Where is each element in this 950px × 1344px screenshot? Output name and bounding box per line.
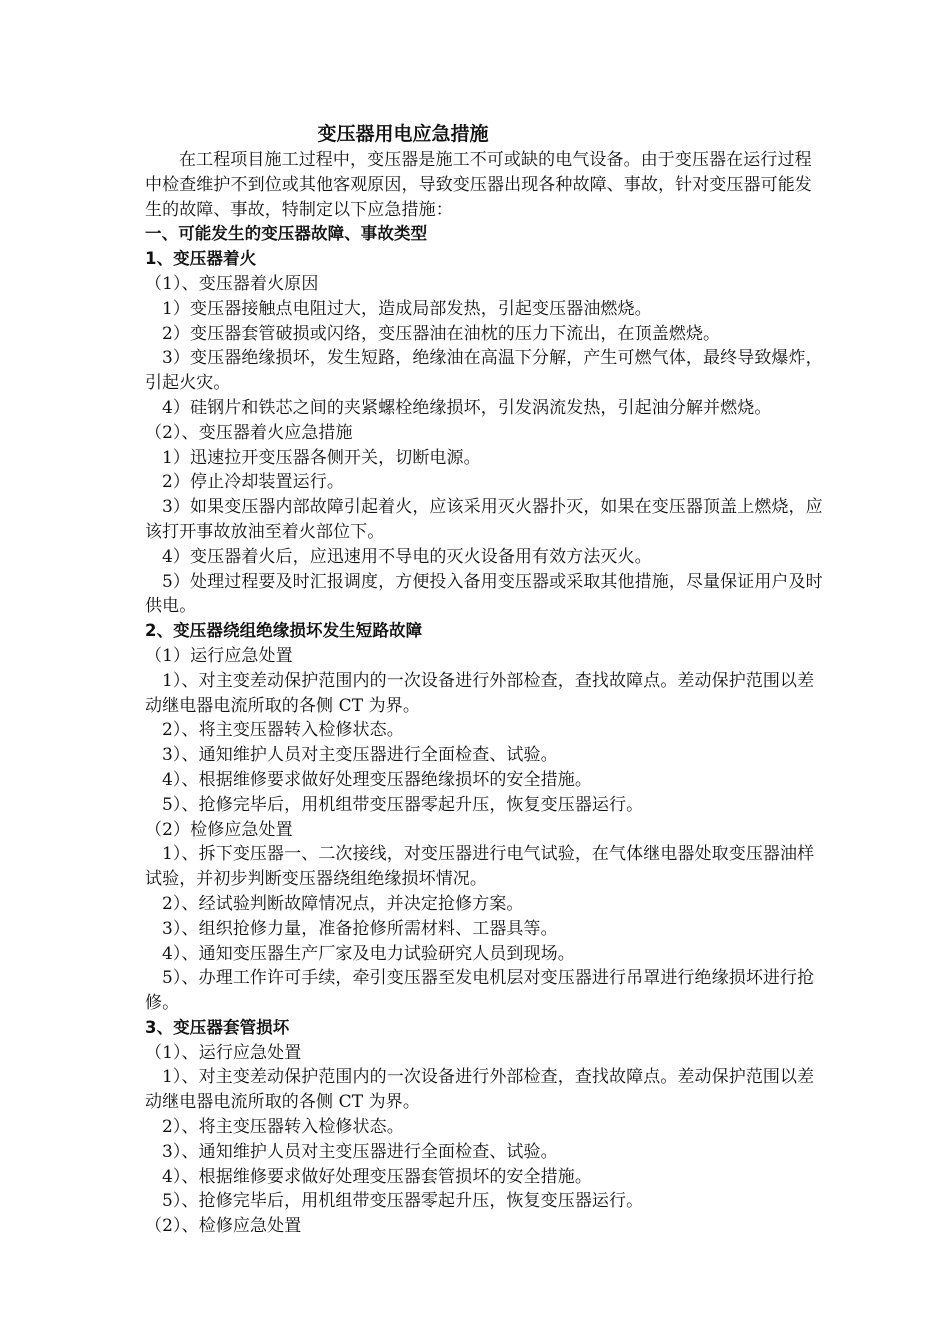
list-item: 3）如果变压器内部故障引起着火，应该采用灭火器扑灭，如果在变压器顶盖上燃烧，应该打开事故放油至着火部位下。 [145, 497, 823, 542]
section-heading: 一、可能发生的变压器故障、事故类型 [145, 224, 428, 244]
list-item: 1）、拆下变压器一、二次接线，对变压器进行电气试验，在气体继电器处取变压器油样试验，并初步判断变压器绕组绝缘损坏情况。 [145, 844, 815, 890]
list-item: 4）、根据维修要求做好处理变压器绝缘损坏的安全措施。 [162, 769, 592, 790]
list-item: 4）、通知变压器生产厂家及电力试验研究人员到现场。 [162, 943, 575, 964]
subsection-heading: （1）、运行应急处置 [145, 1042, 302, 1063]
subsection-heading: （2）、检修应急处置 [145, 1216, 302, 1237]
list-item: 2）变压器套管破损或闪络，变压器油在油枕的压力下流出，在顶盖燃烧。 [162, 323, 721, 344]
intro-paragraph: 在工程项目施工过程中，变压器是施工不可或缺的电气设备。由于变压器在运行过程中检查维护不到位或其他客观原因，导致变压器出现各种故障、事故，针对变压器可能发生的故障、事故，特制定以下应急措施： [145, 150, 812, 220]
list-item: 3）变压器绝缘损坏，发生短路，绝缘油在高温下分解，产生可燃气体，最终导致爆炸，引起火灾。 [145, 348, 823, 394]
subsection-heading: （2）检修应急处置 [145, 819, 293, 840]
list-item: 1）、对主变差动保护范围内的一次设备进行外部检查，查找故障点。差动保护范围以差动继电器电流所取的各侧 CT 为界。 [145, 1067, 815, 1113]
document-body [145, 148, 825, 1239]
section-heading: 1、变压器着火 [145, 249, 257, 269]
document-title: 变压器用电应急措施 [317, 123, 489, 145]
list-item: 5）处理过程要及时汇报调度，方便投入备用变压器或采取其他措施，尽量保证用户及时供电。 [145, 571, 823, 617]
subsection-heading: （2）、变压器着火应急措施 [145, 422, 353, 443]
list-item: 5）、抢修完毕后，用机组带变压器零起升压，恢复变压器运行。 [162, 1191, 644, 1212]
subsection-heading: （1）、变压器着火原因 [145, 273, 319, 294]
list-item: 1）、对主变差动保护范围内的一次设备进行外部检查，查找故障点。差动保护范围以差动继电器电流所取的各侧 CT 为界。 [145, 670, 815, 716]
list-item: 4）变压器着火后，应迅速用不导电的灭火设备用有效方法灭火。 [162, 546, 652, 567]
list-item: 4）、根据维修要求做好处理变压器套管损坏的安全措施。 [162, 1166, 592, 1187]
section-heading: 2、变压器绕组绝缘损坏发生短路故障 [145, 621, 423, 641]
list-item: 5）、办理工作许可手续，牵引变压器至发电机层对变压器进行吊罩进行绝缘损坏进行抢修。 [145, 968, 815, 1014]
list-item: 5）、抢修完毕后，用机组带变压器零起升压，恢复变压器运行。 [162, 794, 644, 815]
list-item: 2）、将主变压器转入检修状态。 [162, 1117, 404, 1138]
list-item: 3）、通知维护人员对主变压器进行全面检查、试验。 [162, 1141, 558, 1162]
list-item: 3）、通知维护人员对主变压器进行全面检查、试验。 [162, 745, 558, 766]
section-heading: 3、变压器套管损坏 [145, 1017, 290, 1037]
subsection-heading: （1）运行应急处置 [145, 645, 293, 666]
list-item: 2）停止冷却装置运行。 [162, 472, 344, 493]
list-item: 2）、经试验判断故障情况点，并决定抢修方案。 [162, 893, 524, 914]
list-item: 3）、组织抢修力量，准备抢修所需材料、工器具等。 [162, 918, 558, 939]
list-item: 1）变压器接触点电阻过大，造成局部发热，引起变压器油燃烧。 [162, 298, 652, 319]
list-item: 4）硅钢片和铁芯之间的夹紧螺栓绝缘损坏，引发涡流发热，引起油分解并燃烧。 [162, 397, 772, 418]
list-item: 1）迅速拉开变压器各侧开关，切断电源。 [162, 447, 481, 468]
list-item: 2）、将主变压器转入检修状态。 [162, 720, 404, 741]
